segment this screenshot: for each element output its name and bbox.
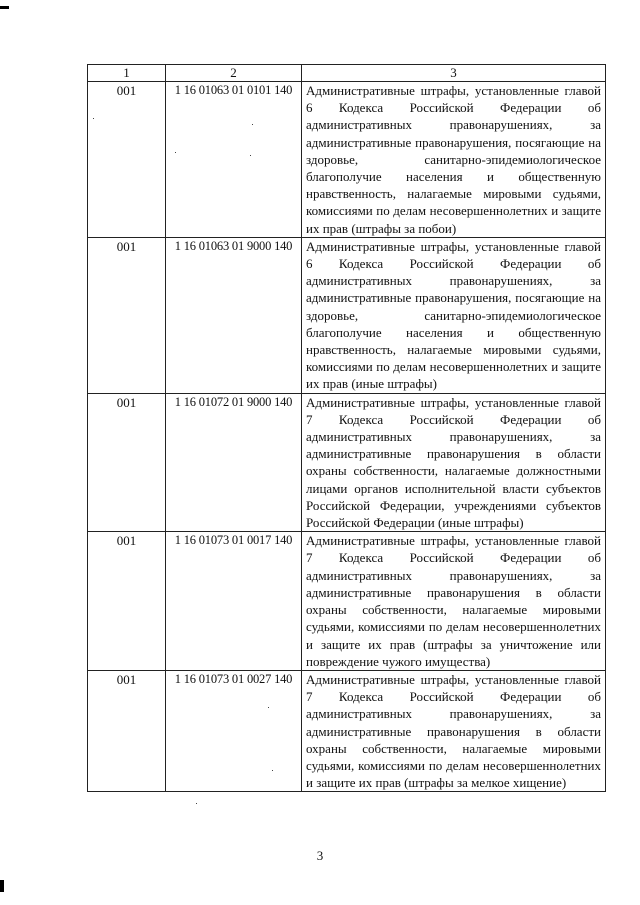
admin-code-cell: 001 xyxy=(88,237,166,393)
admin-code-cell: 001 xyxy=(88,82,166,238)
income-description-cell: Административные штрафы, установленные главой 7 Кодекса Российской Федерации об административных правонарушениях, за административные правонарушения в области охраны собственности, налагаемые должностными лицами органов исполнительной власти субъектов Российской Федерации, учреждениями субъектов Российской Федерации (иные штрафы) xyxy=(302,393,606,532)
table-row xyxy=(88,532,606,671)
income-description-cell: Административные штрафы, установленные главой 7 Кодекса Российской Федерации об административных правонарушениях, за административные правонарушения в области охраны собственности, налагаемые мировыми судьями, комиссиями по делам несовершеннолетних и защите их прав (штрафы за уничтожение или повреждение чужого имущества) xyxy=(302,532,606,671)
column-header-2: 2 xyxy=(166,65,302,82)
income-description-cell: Административные штрафы, установленные главой 6 Кодекса Российской Федерации об административных правонарушениях, за административные правонарушения, посягающие на здоровье, санитарно-эпидемиологическое благополучие населения и общественную нравственность, налагаемые мировыми судьями, комиссиями по делам несовершеннолетних и защите их прав (иные штрафы) xyxy=(302,237,606,393)
budget-classification-code-cell: 1 16 01073 01 0027 140 xyxy=(166,670,302,791)
table-row xyxy=(88,670,606,791)
income-description-cell: Административные штрафы, установленные главой 7 Кодекса Российской Федерации об административных правонарушениях, за административные правонарушения в области охраны собственности, налагаемые мировыми судьями, комиссиями по делам несовершеннолетних и защите их прав (штрафы за мелкое хищение) xyxy=(302,670,606,791)
scan-edge-mark-top xyxy=(0,6,9,9)
table-row xyxy=(88,82,606,238)
table-row xyxy=(88,393,606,532)
table-header-row xyxy=(88,65,606,82)
column-header-1: 1 xyxy=(88,65,166,82)
budget-classification-code-cell: 1 16 01073 01 0017 140 xyxy=(166,532,302,671)
admin-code-cell: 001 xyxy=(88,670,166,791)
budget-codes-table xyxy=(87,64,606,792)
income-description-cell: Административные штрафы, установленные главой 6 Кодекса Российской Федерации об административных правонарушениях, за административные правонарушения, посягающие на здоровье, санитарно-эпидемиологическое благополучие населения и общественную нравственность, налагаемые мировыми судьями, комиссиями по делам несовершеннолетних и защите их прав (штрафы за побои) xyxy=(302,82,606,238)
table-row xyxy=(88,237,606,393)
admin-code-cell: 001 xyxy=(88,532,166,671)
scan-speck xyxy=(196,803,197,804)
column-header-3: 3 xyxy=(302,65,606,82)
page-number: 3 xyxy=(316,848,324,863)
budget-classification-code-cell: 1 16 01063 01 9000 140 xyxy=(166,237,302,393)
scan-edge-mark-bottom xyxy=(0,880,4,892)
budget-classification-code-cell: 1 16 01072 01 9000 140 xyxy=(166,393,302,532)
budget-classification-code-cell: 1 16 01063 01 0101 140 xyxy=(166,82,302,238)
admin-code-cell: 001 xyxy=(88,393,166,532)
